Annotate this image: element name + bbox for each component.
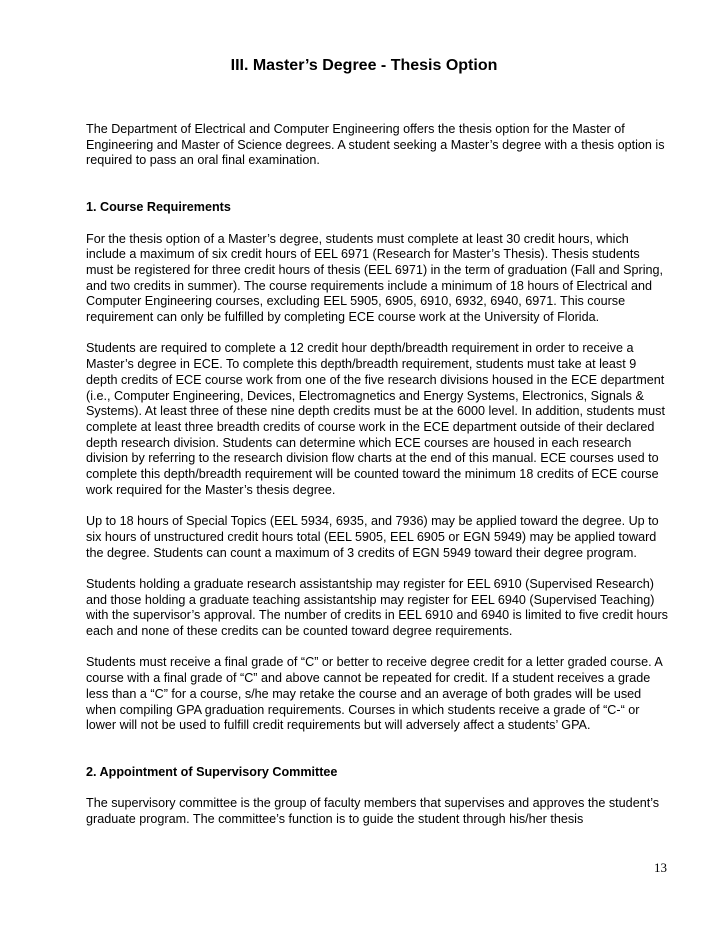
paragraph: Up to 18 hours of Special Topics (EEL 5934, 6935, and 7936) may be applied toward the degree. Up to six hours of unstructured credit hours total (EEL 5905, EEL 6905 or EGN 5949) may be applied toward the degree. Students can count a maximum of 3 credits of EGN 5949 toward their degree program. [86, 514, 659, 560]
page-number: 13 [654, 860, 667, 875]
document-body [86, 122, 670, 828]
section-heading-course-requirements: 1. Course Requirements [86, 200, 231, 215]
intro-paragraph: The Department of Electrical and Computer Engineering offers the thesis option for the Master of Engineering and Master of Science degrees. A student seeking a Master’s degree with a thesis option is required to pass an oral final examination. [86, 122, 665, 168]
paragraph: Students are required to complete a 12 credit hour depth/breadth requirement in order to receive a Master’s degree in ECE. To complete this depth/breadth requirement, students must take at least 9 depth credits of ECE course work from one of the five research divisions housed in the ECE department (i.e., Computer Engineering, Devices, Electromagnetics and Energy Systems, Electronics, Signals & Systems). At least three of these nine depth credits must be at the 6000 level. In addition, students must complete at least three breadth credits of course work in the ECE department outside of their declared depth research division. Students can determine which ECE courses are housed in each research division by referring to the research division flow charts at the end of this manual. ECE courses used to complete this depth/breadth requirement will be counted toward the minimum 18 credits of ECE course work required for the Master’s thesis degree. [86, 341, 665, 497]
paragraph: Students must receive a final grade of “C” or better to receive degree credit for a letter graded course. A course with a final grade of “C” and above cannot be repeated for credit. If a student receives a grade less than a “C” for a course, s/he may retake the course and an average of both grades will be used when compiling GPA graduation requirements. Courses in which students receive a grade of “C-“ or lower will not be used to fulfill credit requirements but will adversely affect a students’ GPA. [86, 655, 663, 733]
page-title: III. Master’s Degree - Thesis Option [230, 57, 498, 74]
paragraph: Students holding a graduate research assistantship may register for EEL 6910 (Supervised Research) and those holding a graduate teaching assistantship may register for EEL 6940 (Supervised Teaching) with the supervisor’s approval. The number of credits in EEL 6910 and 6940 is limited to five credit hours each and none of these credits can be counted toward degree requirements. [86, 576, 668, 639]
paragraph: For the thesis option of a Master’s degree, students must complete at least 30 credit hours, which include a maximum of six credit hours of EEL 6971 (Research for Master’s Thesis). Thesis students must be registered for three credit hours of thesis (EEL 6971) in the term of graduation (Fall and Spring, and two credits in summer). The course requirements include a minimum of 18 hours of Electrical and Computer Engineering courses, excluding EEL 5905, 6905, 6910, 6932, 6940, 6971. This course requirement can only be fulfilled by completing ECE course work at the University of Florida. [86, 231, 664, 325]
section-heading-supervisory-committee: 2. Appointment of Supervisory Committee [86, 764, 338, 779]
paragraph: The supervisory committee is the group of faculty members that supervises and approves the student’s graduate program. The committee’s function is to guide the student through his/her thesis [86, 796, 660, 827]
